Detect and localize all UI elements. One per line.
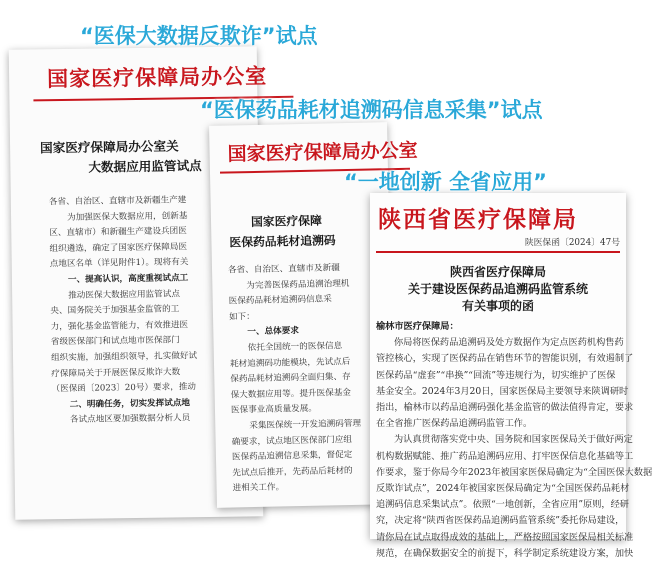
body-line: 各省、自治区、直辖市及新疆生产建 (48, 195, 187, 208)
body-line: 医保事业高质量发展。 (230, 404, 318, 416)
body-line: 推动医保大数据应用监管试点 (68, 288, 180, 301)
section-heading: 二、明确任务，切实发挥试点地 (69, 397, 191, 410)
section-heading: 一、总体要求 (247, 326, 300, 338)
body-line: 确要求，试点地区医保部门应组 (231, 434, 353, 448)
body-line: 组织遴选，确定了国家医疗保障局医 (49, 242, 188, 254)
body-line: 作要求，鉴于你局今年2023年被国家医保局确定为“全国医保大数据 (376, 466, 652, 478)
body-line: 组织实施，加强组织领导，扎实做好试 (50, 351, 198, 364)
body-line: 点地区名单（详见附件1）。现将有关 (49, 257, 189, 270)
caption-traceability-code-pilot: “医保药品耗材追溯码信息采集”试点 (200, 98, 543, 122)
recipient-line: 榆林市医疗保障局： (376, 321, 459, 332)
body-line: 各试点地区要加强数据分析人员 (69, 413, 191, 426)
document-number: 陕医保函〔2024〕47号 (524, 238, 620, 248)
body-line: 医保药品“虚套”“串换”“回流”等违规行为，切实维护了医保 (376, 369, 616, 381)
body-line: 基金安全。2024年3月20日，国家医保局主要领导来陕调研时 (376, 385, 629, 397)
body-line: 耗材追溯码功能模块，先试点后 (229, 356, 351, 370)
caption-one-place-innovation: “一地创新 全省应用” (344, 170, 547, 194)
body-line: （医保函〔2023〕20号）要求，推动 (51, 382, 197, 395)
body-line: 请你局在试点取得成效的基础上，严格按照国家医保局相关标准 (376, 531, 634, 543)
header-divider (376, 251, 620, 253)
body-line: 如下： (228, 311, 255, 323)
body-line: 采集医保统一开发追溯码管理 (249, 418, 362, 432)
body-line: 在全省推广医保药品追溯码监管工作。 (376, 418, 533, 430)
body-line: 为完善医保药品追溯治理机 (246, 278, 350, 291)
body-line: 管控核心，实现了医保药品在销售环节的智能识别，有效遏制了 (376, 353, 634, 365)
body-line: 力，强化基金监管能力，有效推进医 (50, 320, 189, 332)
body-line: 机构数据赋能、推广药品追溯码应用、打牢医保信息化基础等工 (376, 450, 634, 462)
document-header: 国家医疗保障局办公室 (227, 139, 418, 166)
body-line: 指出，榆林市以药品追溯码强化基金监管的做法值得肯定，要求 (376, 402, 634, 414)
body-line: 保药品耗材追溯码全面归集、存 (230, 372, 351, 385)
body-line: 你局将医保药品追溯码及处方数据作为定点医药机构售药 (394, 337, 624, 349)
document-title-line-1: 国家医疗保障局办公室关 (39, 138, 179, 156)
body-line: 区、直辖市）和新疆生产建设兵团医 (49, 226, 187, 239)
body-line: 保大数据应用等。提升医保基金 (230, 387, 352, 401)
document-title-line-2: 医保药品耗材追溯码 (229, 233, 336, 250)
body-line: 医保药品追溯信息采集，督促定 (231, 450, 353, 463)
document-header: 陕西省医疗保障局 (378, 206, 578, 233)
body-line: 为认真贯彻落实党中央、国务院和国家医保局关于做好两定 (394, 434, 633, 446)
document-title-line-2: 关于建设医保药品追溯码监管系统 (407, 282, 588, 296)
body-line: 依托全国统一的医保信息 (247, 341, 343, 354)
caption-anti-fraud-pilot: “医保大数据反欺诈”试点 (80, 24, 318, 48)
body-line: 进相关工作。 (232, 482, 285, 494)
body-line: 为加强医保大数据应用，创新基 (67, 210, 188, 223)
body-line: 反欺诈试点”，2024年被国家医保局确定为“全国医保药品耗材 (376, 483, 630, 495)
document-body (228, 261, 363, 498)
document-title-line-3: 有关事项的函 (461, 299, 534, 313)
body-line: 疗保障局关于开展医保反欺诈大数 (51, 366, 181, 379)
document-header: 国家医疗保障局办公室 (46, 63, 268, 92)
body-line: 各省、自治区、直辖市及新疆 (227, 263, 340, 276)
document-title-line-1: 国家医疗保障 (250, 213, 322, 230)
document-title-line-2: 大数据应用监管试点 (88, 158, 202, 175)
body-line: 究，决定将“陕西省医保药品追溯码监管系统”委托你局建设， (376, 515, 625, 527)
section-heading: 一、提高认识，高度重视试点工 (67, 273, 189, 285)
body-line: 追溯码信息采集试点”。依照“一地创新，全省应用”原则，经研 (376, 499, 629, 511)
body-line: 医保药品耗材追溯码信息采 (228, 294, 332, 307)
body-line: 省级医保部门和试点地市医保部门 (50, 335, 180, 348)
body-line: 央、国务院关于加强基金监管的工 (50, 304, 180, 317)
document-shaanxi-letter (370, 193, 652, 559)
document-body (376, 319, 652, 562)
body-line: 先试点后推开，先药品后耗材的 (232, 465, 353, 479)
document-title-line-1: 陕西省医疗保障局 (449, 265, 546, 279)
body-line: 规范，在确保数据安全的前提下，科学制定系统建设方案，加快 (376, 547, 634, 559)
document-body (49, 193, 198, 429)
